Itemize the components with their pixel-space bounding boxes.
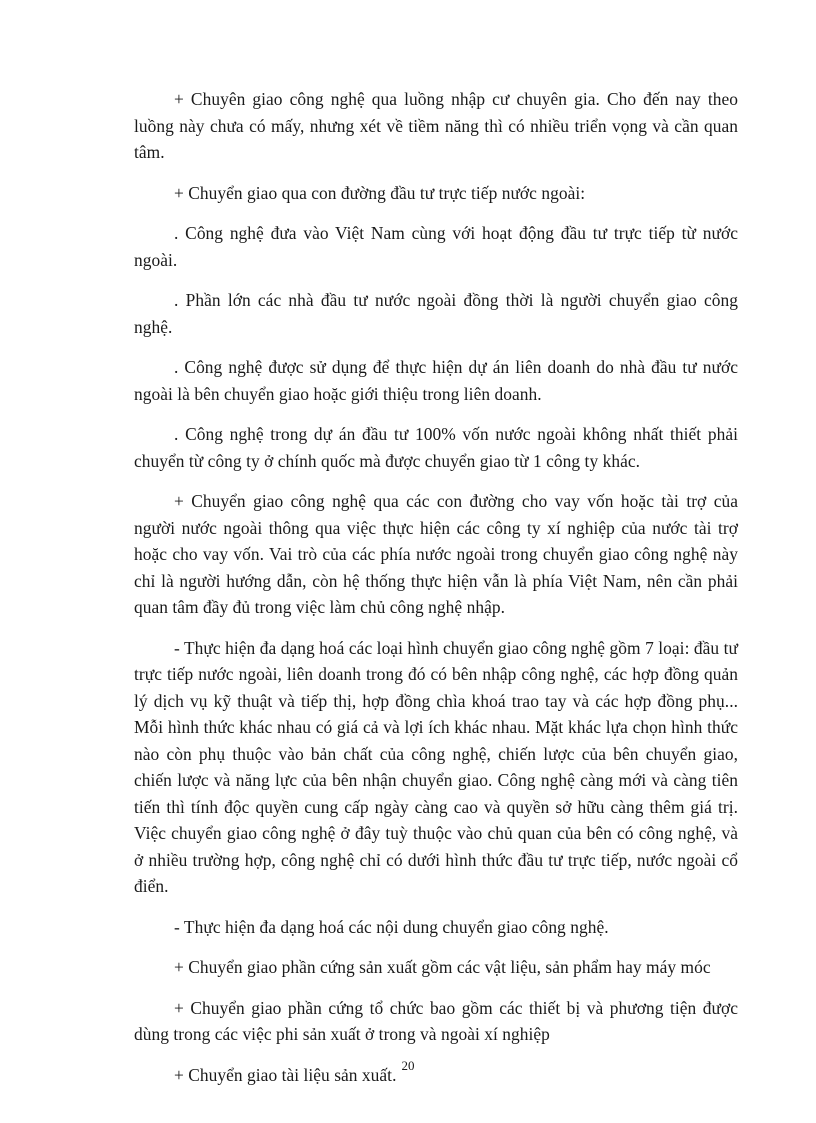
paragraph-diversify-forms: - Thực hiện đa dạng hoá các loại hình chuyển giao công nghệ gồm 7 loại: đầu tư trực tiếp nước ngoài, liên doanh trong đó có bên nhập công nghệ, các hợp đồng quản lý dịch vụ kỹ thuật và tiếp thị, hợp đồng chìa khoá trao tay và các hợp đồng phụ... Mỗi hình thức khác nhau có giá cả và lợi ích khác nhau. Mặt khác lựa chọn hình thức nào còn phụ thuộc vào bản chất của công nghệ, chiến lược của bên chuyển giao, chiến lược và năng lực của bên nhận chuyển giao. Công nghệ càng mới và càng tiên tiến thì tính độc quyền cung cấp ngày càng cao và quyền sở hữu càng thêm giá trị. Việc chuyển giao công nghệ ở đây tuỳ thuộc vào chủ quan của bên có công nghệ, và ở nhiều trường hợp, công nghệ chỉ có dưới hình thức đầu tư trực tiếp, nước ngoài cổ điển. — [134, 637, 738, 896]
paragraph-fdi-point-2: . Phần lớn các nhà đầu tư nước ngoài đồng thời là người chuyển giao công nghệ. — [134, 290, 738, 337]
paragraph-production-documents: + Chuyển giao tài liệu sản xuất. — [174, 1064, 397, 1085]
paragraph-fdi-point-4: . Công nghệ trong dự án đầu tư 100% vốn nước ngoài không nhất thiết phải chuyển từ công ty ở chính quốc mà được chuyển giao từ 1 công ty khác. — [134, 424, 738, 471]
paragraph-diversify-content: - Thực hiện đa dạng hoá các nội dung chuyển giao công nghệ. — [174, 916, 609, 937]
paragraph-fdi-point-1: . Công nghệ đưa vào Việt Nam cùng với hoạt động đầu tư trực tiếp từ nước ngoài. — [134, 223, 738, 270]
paragraph-expert-immigration: + Chuyên giao công nghệ qua luồng nhập cư chuyên gia. Cho đến nay theo luồng này chưa có mấy, nhưng xét về tiềm năng thì có nhiều triển vọng và cần quan tâm. — [134, 89, 738, 162]
paragraph-production-hardware: + Chuyển giao phần cứng sản xuất gồm các vật liệu, sản phẩm hay máy móc — [174, 957, 711, 977]
document-body — [134, 86, 738, 1102]
page-number: 20 — [401, 1058, 415, 1073]
paragraph-loan-route: + Chuyển giao công nghệ qua các con đường cho vay vốn hoặc tài trợ của người nước ngoài thông qua việc thực hiện các công ty xí nghiệp của nước tài trợ hoặc cho vay vốn. Vai trò của các phía nước ngoài trong chuyển giao công nghệ này chỉ là người hướng dẫn, còn hệ thống thực hiện vẫn là phía Việt Nam, nên cần phải quan tâm đầy đủ trong việc làm chủ công nghệ nhập. — [134, 491, 738, 617]
paragraph-fdi-route: + Chuyển giao qua con đường đầu tư trực tiếp nước ngoài: — [174, 182, 586, 203]
paragraph-organizational-hardware: + Chuyển giao phần cứng tổ chức bao gồm các thiết bị và phương tiện được dùng trong các việc phi sản xuất ở trong và ngoài xí nghiệp — [134, 997, 738, 1044]
paragraph-fdi-point-3: . Công nghệ được sử dụng để thực hiện dự án liên doanh do nhà đầu tư nước ngoài là bên chuyển giao hoặc giới thiệu trong liên doanh. — [134, 357, 738, 404]
